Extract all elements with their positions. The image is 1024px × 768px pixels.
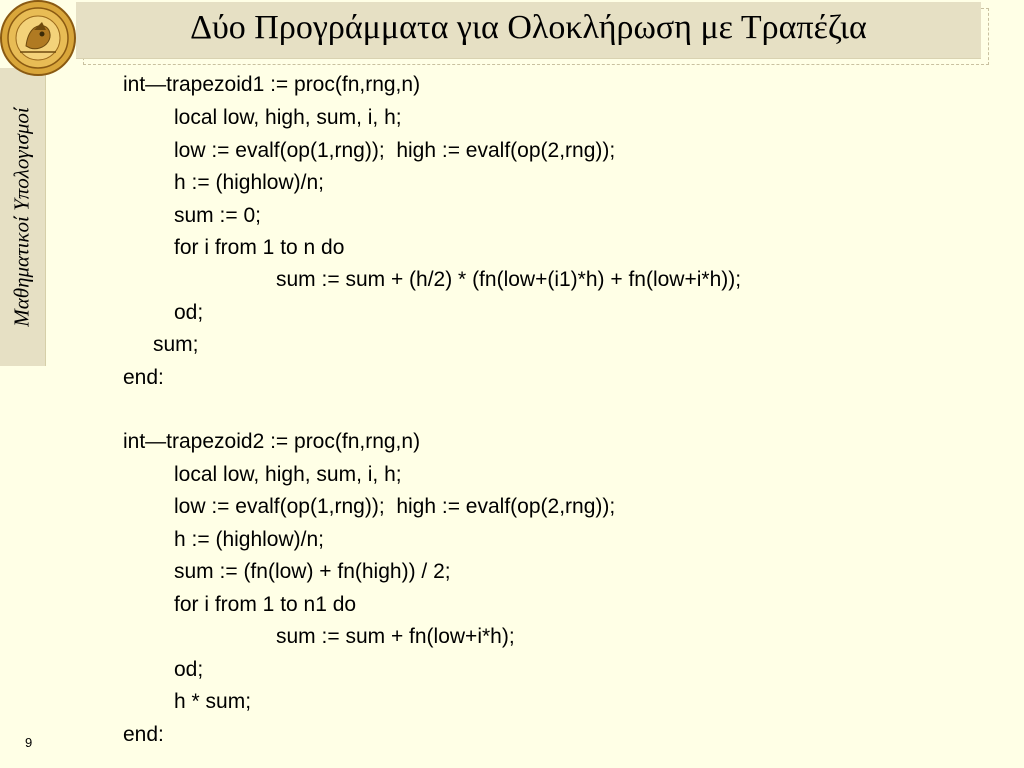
code-line: end: [123,366,164,389]
slide-title: Δύο Προγράμματα για Ολοκλήρωση με Τραπέζια [190,9,867,46]
code-line: sum := 0; [174,204,261,227]
code-line: local low, high, sum, i, h; [174,106,402,129]
side-label: Μαθηματικοί Υπολογισμοί [9,107,34,327]
code-line: sum := sum + fn(low+i*h); [276,625,515,648]
code-line: sum := sum + (h/2) * (fn(low+(i1)*h) + fn(low+i*h)); [276,268,742,291]
code-line: low := evalf(op(1,rng)); high := evalf(op(2,rng)); [174,495,616,518]
university-seal-logo [0,0,80,80]
code-line: od; [174,301,204,324]
code-line: h * sum; [174,690,252,713]
code-line: sum := (fn(low) + fn(high)) / 2; [174,560,451,583]
code-line: end: [123,723,164,746]
slide-number: 9 [25,735,33,750]
code-line: for i from 1 to n do [174,236,345,259]
code-line: sum; [153,333,199,356]
code-line: int—trapezoid1 := proc(fn,rng,n) [123,73,421,96]
code-line: int—trapezoid2 := proc(fn,rng,n) [123,430,421,453]
code-line: low := evalf(op(1,rng)); high := evalf(op(2,rng)); [174,139,616,162]
title-band [76,2,981,59]
code-line: od; [174,658,204,681]
code-line: for i from 1 to n1 do [174,593,357,616]
code-line: h := (highlow)/n; [174,528,324,551]
code-line: h := (highlow)/n; [174,171,324,194]
code-line: local low, high, sum, i, h; [174,463,402,486]
